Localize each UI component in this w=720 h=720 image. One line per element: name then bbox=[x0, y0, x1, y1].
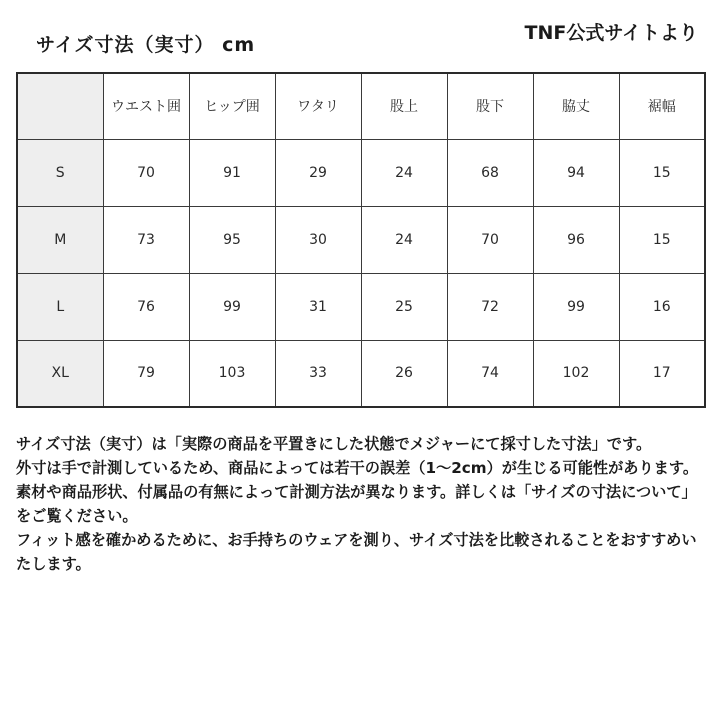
table-cell: 26 bbox=[361, 340, 447, 407]
table-cell: 99 bbox=[533, 273, 619, 340]
table-cell: 33 bbox=[275, 340, 361, 407]
note-paragraph: 外寸は手で計測しているため、商品によっては若干の誤差（1〜2cm）が生じる可能性があります。 bbox=[16, 459, 699, 477]
size-label: S bbox=[17, 139, 103, 206]
table-cell: 74 bbox=[447, 340, 533, 407]
notes-section bbox=[16, 432, 711, 576]
table-cell: 24 bbox=[361, 139, 447, 206]
source-note: TNF公式サイトより bbox=[524, 22, 698, 44]
table-cell: 96 bbox=[533, 206, 619, 273]
size-label: L bbox=[17, 273, 103, 340]
table-row bbox=[17, 206, 705, 273]
table-cell: 17 bbox=[619, 340, 705, 407]
table-cell: 95 bbox=[189, 206, 275, 273]
note-paragraph: フィット感を確かめるために、お手持ちのウェアを測り、サイズ寸法を比較されることをおすすめいたします。 bbox=[16, 531, 697, 573]
table-cell: 91 bbox=[189, 139, 275, 206]
table-cell: 15 bbox=[619, 206, 705, 273]
page-title: サイズ寸法（実寸） cm bbox=[36, 34, 256, 56]
table-cell: 99 bbox=[189, 273, 275, 340]
column-header: 股下 bbox=[447, 73, 533, 139]
table-cell: 72 bbox=[447, 273, 533, 340]
table-cell: 103 bbox=[189, 340, 275, 407]
table-cell: 16 bbox=[619, 273, 705, 340]
table-cell: 79 bbox=[103, 340, 189, 407]
table-row bbox=[17, 139, 705, 206]
size-label: M bbox=[17, 206, 103, 273]
table-cell: 76 bbox=[103, 273, 189, 340]
table-corner-cell bbox=[17, 73, 103, 139]
table-row bbox=[17, 273, 705, 340]
table-cell: 25 bbox=[361, 273, 447, 340]
table-cell: 70 bbox=[103, 139, 189, 206]
table-cell: 68 bbox=[447, 139, 533, 206]
table-cell: 24 bbox=[361, 206, 447, 273]
table-cell: 31 bbox=[275, 273, 361, 340]
note-paragraph: サイズ寸法（実寸）は「実際の商品を平置きにした状態でメジャーにて採寸した寸法」です。 bbox=[16, 435, 652, 453]
table-header-row bbox=[17, 73, 705, 139]
table-cell: 102 bbox=[533, 340, 619, 407]
table-cell: 73 bbox=[103, 206, 189, 273]
table-cell: 29 bbox=[275, 139, 361, 206]
column-header: ワタリ bbox=[275, 73, 361, 139]
table-cell: 15 bbox=[619, 139, 705, 206]
table-row bbox=[17, 340, 705, 407]
table-cell: 30 bbox=[275, 206, 361, 273]
column-header: 裾幅 bbox=[619, 73, 705, 139]
column-header: ヒップ囲 bbox=[189, 73, 275, 139]
column-header: 脇丈 bbox=[533, 73, 619, 139]
column-header: 股上 bbox=[361, 73, 447, 139]
note-paragraph: 素材や商品形状、付属品の有無によって計測方法が異なります。詳しくは「サイズの寸法について」をご覧ください。 bbox=[16, 483, 697, 525]
size-table bbox=[16, 72, 706, 408]
column-header: ウエスト囲 bbox=[103, 73, 189, 139]
table-cell: 94 bbox=[533, 139, 619, 206]
size-label: XL bbox=[17, 340, 103, 407]
table-cell: 70 bbox=[447, 206, 533, 273]
